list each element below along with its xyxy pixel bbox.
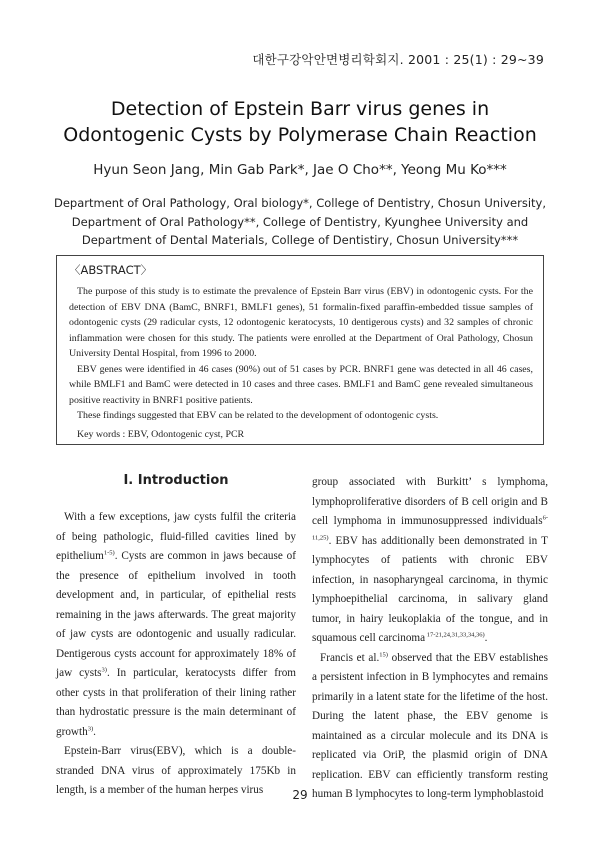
- body-paragraph: Francis et al.$^{15)}$ observed that the EBV establishes a persistent infection in B lymphocytes and remains primarily in a latent state for the lifetime of the host. During the latent phase, the EBV genome is maintained as a circular molecule and its DNA is replicated via OriP, the plasmid origin of DNA replication. EBV can efficiently transform resting human B lymphocytes to long-term lymphoblastoid: [312, 650, 548, 800]
- abstract-heading: 〈ABSTRACT〉: [69, 263, 153, 277]
- affiliation-line: Department of Dental Materials, College of Dentistiry, Chosun University***: [81, 233, 519, 247]
- body-paragraph: With a few exceptions, jaw cysts fulfil the criteria of being pathologic, fluid-filled cavities lined by epithelium$^{1-5)}$. Cysts are common in jaws because of the presence of epithelium involved in tooth development and, in particular, of epithelial rests remaining in the jaws afterwards. The great majority of jaw cysts are odontogenic and usually radicular. Dentigerous cysts account for approximately 18% of jaw cysts$^{3)}$. In particular, keratocysts differ from other cysts in that proliferation of their lining rather than hydrostatic pressure is the main determinant of growth$^{3)}$.: [56, 511, 296, 738]
- citation: 15): [379, 650, 388, 658]
- body-paragraph: group associated with Burkitt’ s lymphoma, lymphoproliferative disorders of B cell origin and B cell lymphoma in immunosuppressed individuals$^{6-11,25)}$. EBV has additionally been demonstrated in T lymphocytes of patients with chronic EBV infection, in nasopharyngeal carcinoma, in thymic lymphoepithelial carcinoma, in salivary gland tumor, in hairy leukoplakia of the tongue, and in squamous cell carcinoma $^{17-21,24,31,33,34,36)}$.: [312, 476, 548, 644]
- citation: 6-11,25): [312, 514, 548, 541]
- affiliation-line: Department of Oral Pathology**, College of Dentistry, Kyunghee University and: [71, 214, 529, 229]
- abstract-paragraph: The purpose of this study is to estimate the prevalence of Epstein Barr virus (EBV) in odontogenic cysts. For the detection of EBV DNA (BamC, BNRF1, BMLF1 genes), 51 formalin-fixed paraffin-embedded tissue samples of odontogenic cysts (29 radicular cysts, 12 odontogenic keratocysts, 10 dentigerous cysts) and 32 samples of chronic inflammation were chosen for this study. The patients were enrolled at the Department of Oral Pathology, Chosun University Dental Hospital, from 1996 to 2000.: [69, 286, 533, 359]
- affiliation-line: Department of Oral Pathology, Oral biology*, College of Dentistry, Chosun University,: [53, 196, 547, 210]
- body-paragraph: Epstein-Barr virus(EBV), which is a double-stranded DNA virus of approximately 175Kb in length, is a member of the human herpes virus: [56, 745, 296, 796]
- citation: 3): [101, 666, 107, 674]
- abstract-paragraph: These findings suggested that EBV can be related to the development of odontogenic cysts.: [77, 410, 439, 421]
- author-list: Hyun Seon Jang, Min Gab Park*, Jae O Cho**, Yeong Mu Ko***: [93, 162, 507, 178]
- title-line-1: Detection of Epstein Barr virus genes in: [110, 98, 490, 120]
- page-number: 29: [292, 788, 308, 802]
- keywords: Key words : EBV, Odontogenic cyst, PCR: [77, 428, 245, 440]
- body-column-left: [56, 473, 296, 801]
- abstract-box: [56, 255, 544, 445]
- affiliations: [20, 194, 580, 250]
- title-line-2: Odontogenic Cysts by Polymerase Chain Reaction: [63, 124, 537, 146]
- abstract-paragraph: EBV genes were identified in 46 cases (90%) out of 51 cases by PCR. BNRF1 gene was detected in all 46 cases, while BMLF1 and BamC were detected in 10 cases and three cases. BMLF1 and BamC gene revealed simultaneous positive reactivity in BNRF1 positive patients.: [69, 363, 533, 406]
- citation: 1-5): [103, 549, 115, 557]
- body-column-right: [312, 473, 548, 805]
- journal-header: 대한구강악안면병리학회지. 2001 : 25(1) : 29~39: [252, 52, 544, 67]
- section-heading-introduction: I. Introduction: [123, 473, 229, 488]
- citation: 3): [87, 724, 94, 732]
- paper-title: [40, 96, 560, 148]
- citation: 17-21,24,31,33,34,36): [425, 631, 485, 639]
